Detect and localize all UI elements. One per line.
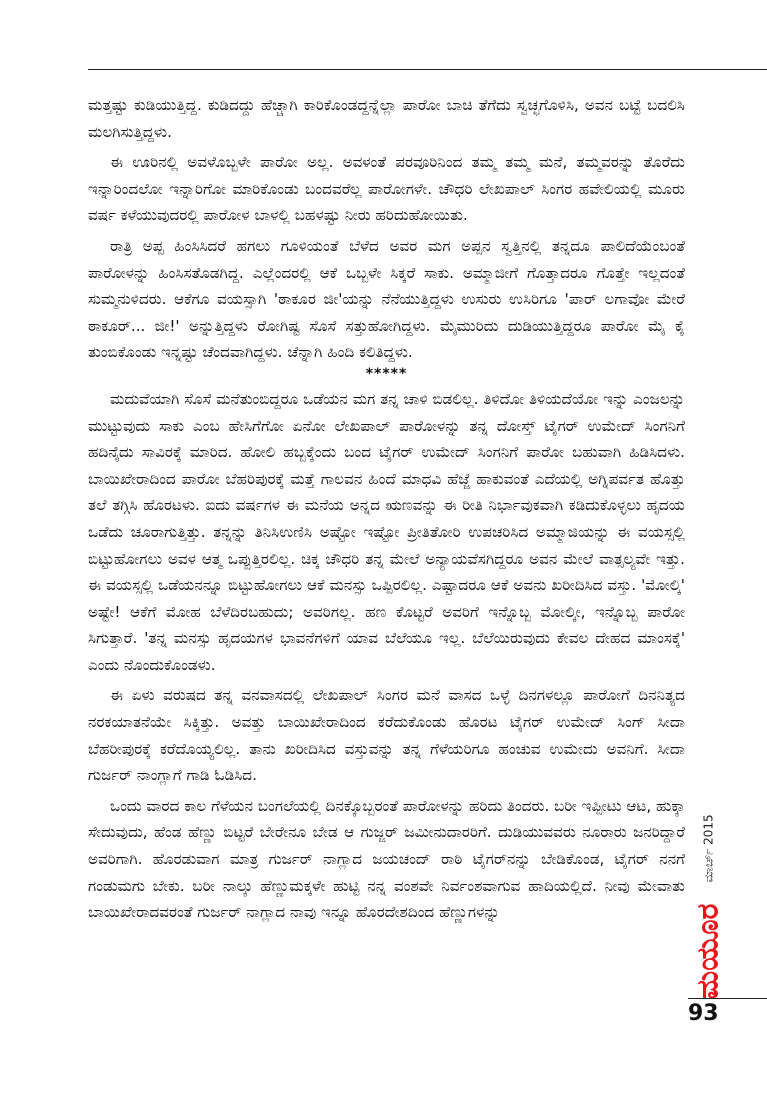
paragraph: ಈ ಏಳು ವರುಷದ ತನ್ನ ವನವಾಸದಲ್ಲಿ ಲೇಖಪಾಲ್ ಸಿಂಗರ ಮನೆ ವಾಸದ ಒಳ್ಳೆ ದಿನಗಳಲ್ಲೂ ಪಾರೋಗೆ ದಿನನಿತ್ಯದ ನರಕಯಾತನೆಯೇ ಸಿಕ್ಕಿತ್ತು. ಅವತ್ತು ಬಾಯಿಖೇರಾದಿಂದ ಕರೆದುಕೊಂಡು ಹೊರಟ ಟೈಗರ್ ಉಮೇದ್ ಸಿಂಗ್ ಸೀದಾ ಬೆಹರೀಪುರಕ್ಕೆ ಕರೆದೊಯ್ಯಲಿಲ್ಲ. ತಾನು ಖರೀದಿಸಿದ ವಸ್ತುವನ್ನು ತನ್ನ ಗೆಳೆಯರಿಗೂ ಹಂಚುವ ಉಮೇದು ಅವನಿಗೆ. ಸೀದಾ ಗುರ್ಜರ್ ನಾಂಗ್ಲಾಗೆ ಗಾಡಿ ಓಡಿಸಿದ. <box>88 686 685 785</box>
magazine-logo <box>690 900 726 1002</box>
paragraph: ಮದುವೆಯಾಗಿ ಸೊಸೆ ಮನೆತುಂಬಿದ್ದರೂ ಒಡೆಯನ ಮಗ ತನ್ನ ಚಾಳಿ ಬಿಡಲಿಲ್ಲ. ತಿಳಿದೋ ತಿಳಿಯದೆಯೋ ಇನ್ನು ಎಂಜಲನ್ನು ಮುಟ್ಟುವುದು ಸಾಕು ಎಂಬ ಹೇಸಿಗೆಗೋ ಏನೋ ಲೇಖಪಾಲ್ ಪಾರೋಳನ್ನು ತನ್ನ ದೋಸ್ತ್ ಟೈಗರ್ ಉಮೇದ್ ಸಿಂಗನಿಗೆ ಹದಿನೈದು ಸಾವಿರಕ್ಕೆ ಮಾರಿದ. ಹೋಲಿ ಹಬ್ಬಕ್ಕೆಂದು ಬಂದ ಟೈಗರ್ ಉಮೇದ್ ಸಿಂಗನಿಗೆ ಪಾರೋ ಬಹುವಾಗಿ ಹಿಡಿಸಿದಳು. ಬಾಯಿಖೇರಾದಿಂದ ಪಾರೋ ಬೆಹರಿಪುರಕ್ಕೆ ಮತ್ತೆ ಗಾಲವನ ಹಿಂದೆ ಮಾಧವಿ ಹೆಜ್ಜೆ ಹಾಕುವಂತೆ ಎದೆಯಲ್ಲಿ ಅಗ್ನಿಪರ್ವತ ಹೊತ್ತು ತಲೆ ತಗ್ಗಿಸಿ ಹೊರಟಳು. ಐದು ವರ್ಷಗಳ ಈ ಮನೆಯ ಅನ್ನದ ಋಣವನ್ನು ಈ ರೀತಿ ನಿರ್ಭಾವುಕವಾಗಿ ಕಡಿದುಕೊಳ್ಳಲು ಹೃದಯ ಒಡೆದು ಚೂರಾಗುತ್ತಿತ್ತು. ತನ್ನನ್ನು ತಿನಿಸಿಉಣಿಸಿ ಅಷ್ಟೋ ಇಷ್ಟೋ ಪ್ರೀತಿತೋರಿ ಉಪಚರಿಸಿದ ಅಮ್ಮಾಜಿಯನ್ನು ಈ ವಯಸ್ಸಲ್ಲಿ ಬಿಟ್ಟುಹೋಗಲು ಅವಳ ಆತ್ಮ ಒಪ್ಪುತ್ತಿರಲಿಲ್ಲ. ಚಿಕ್ಕ ಚೌಧರಿ ತನ್ನ ಮೇಲೆ ಅನ್ಯಾಯವೆಸಗಿದ್ದರೂ ಅವನ ಮೇಲೆ ವಾತ್ಸಲ್ಯವೇ ಇತ್ತು. ಈ ವಯಸ್ಸಲ್ಲಿ ಒಡೆಯನನ್ನೂ ಬಿಟ್ಟುಹೋಗಲು ಆಕೆ ಮನಸ್ಸು ಒಪ್ಪಿರಲಿಲ್ಲ. ಎಷ್ಟಾದರೂ ಆಕೆ ಅವನು ಖರೀದಿಸಿದ ವಸ್ತು. 'ಮೋಲ್ಕಿ' ಅಷ್ಟೇ! ಆಕೆಗೆ ಮೋಹ ಬೆಳೆದಿರಬಹುದು; ಅವರಿಗಲ್ಲ. ಹಣ ಕೊಟ್ಟರೆ ಅವರಿಗೆ ಇನ್ನೊಬ್ಬ ಮೋಲ್ಕೀ, ಇನ್ನೊಬ್ಬ ಪಾರೋ ಸಿಗುತ್ತಾರೆ. 'ತನ್ನ ಮನಸ್ಸು ಹೃದಯಗಳ ಭಾವನೆಗಳಿಗೆ ಯಾವ ಬೆಲೆಯೂ ಇಲ್ಲ. ಬೆಲೆಯಿರುವುದು ಕೇವಲ ದೇಹದ ಮಾಂಸಕ್ಕೆ' ಎಂದು ನೊಂದುಕೊಂಡಳು. <box>88 389 685 674</box>
article-body <box>88 92 685 930</box>
issue-date <box>700 798 718 898</box>
paragraph: ಮತ್ತಷ್ಟು ಕುಡಿಯುತ್ತಿದ್ದ. ಕುಡಿದದ್ದು ಹೆಚ್ಚಾಗಿ ಕಾರಿಕೊಂಡದ್ದನ್ನೆಲ್ಲಾ ಪಾರೋ ಬಾಚಿ ತೆಗೆದು ಸ್ವಚ್ಛಗೊಳಿಸಿ, ಅವನ ಬಟ್ಟೆ ಬದಲಿಸಿ ಮಲಗಿಸುತ್ತಿದ್ದಳು. <box>88 96 685 141</box>
paragraph: ಒಂದು ವಾರದ ಕಾಲ ಗೆಳೆಯನ ಬಂಗಲೆಯಲ್ಲಿ ದಿನಕ್ಕೊಬ್ಬರಂತೆ ಪಾರೋಳನ್ನು ಹರಿದು ತಿಂದರು. ಬರೀ ಇಪ್ಪೀಟು ಆಟ, ಹುಕ್ಕಾ ಸೇದುವುದು, ಹೆಂಡ ಹೆಣ್ಣು ಬಿಟ್ಟರೆ ಬೇರೇನೂ ಬೇಡ ಆ ಗುಜ್ಜರ್ ಜಮೀನುದಾರರಿಗೆ. ದುಡಿಯುವವರು ನೂರಾರು ಜನರಿದ್ದಾರೆ ಅವರಿಗಾಗಿ. ಹೊರಡುವಾಗ ಮಾತ್ರ ಗುರ್ಜರ್ ನಾಗ್ಲಾದ ಜಯಚಂದ್ ರಾಠಿ ಟೈಗರ್‌ನನ್ನು ಬೇಡಿಕೊಂಡ, ಟೈಗರ್ ನನಗೆ ಗಂಡುಮಗು ಬೇಕು. ಬರೀ ನಾಲ್ಕು ಹೆಣ್ಣುಮಕ್ಕಳೇ ಹುಟ್ಟಿ ನನ್ನ ವಂಶವೇ ನಿರ್ವಂಶವಾಗುವ ಹಾದಿಯಲ್ಲಿದೆ. ನೀವು ಮೇವಾತು ಬಾಯಿಖೇರಾದವರಂತೆ ಗುರ್ಜರ್ ನಾಗ್ಲಾದ ನಾವು ಇನ್ನೂ ಹೊರದೇಶದಿಂದ ಹೆಣ್ಣುಗಳನ್ನು <box>88 796 685 922</box>
issue-date-text: ಮಾರ್ಚ್ 2015 <box>701 813 716 883</box>
paragraph: ಈ ಊರಿನಲ್ಲಿ ಅವಳೊಬ್ಬಳೇ ಪಾರೋ ಅಲ್ಲ. ಅವಳಂತೆ ಪರವೂರಿನಿಂದ ತಮ್ಮ ತಮ್ಮ ಮನೆ, ತಮ್ಮವರನ್ನು ತೊರೆದು ಇನ್ನಾರಿಂದಲೋ ಇನ್ನಾರಿಗೋ ಮಾರಿಕೊಂಡು ಬಂದವರೆಲ್ಲ ಪಾರೋಗಳೇ. ಚೌಧರಿ ಲೇಖಪಾಲ್ ಸಿಂಗರ ಹವೇಲಿಯಲ್ಲಿ ಮೂರು ವರ್ಷ ಕಳೆಯುವುದರಲ್ಲಿ ಪಾರೋಳ ಬಾಳಲ್ಲಿ ಬಹಳಷ್ಟು ನೀರು ಹರಿದುಹೋಯಿತು. <box>88 153 685 225</box>
paragraph: ರಾತ್ರಿ ಅಪ್ಪ ಹಿಂಸಿಸಿದರೆ ಹಗಲು ಗೂಳಿಯಂತೆ ಬೆಳೆದ ಅವರ ಮಗ ಅಪ್ಪನ ಸ್ವತ್ತಿನಲ್ಲಿ ತನ್ನದೂ ಪಾಲಿದೆಯೆಂಬಂತೆ ಪಾರೋಳನ್ನು ಹಿಂಸಿಸತೊಡಗಿದ್ದ. ಎಲ್ಲೆಂದರಲ್ಲಿ ಆಕೆ ಒಬ್ಬಳೇ ಸಿಕ್ಕರೆ ಸಾಕು. ಅಮ್ಮಾಜೀಗೆ ಗೊತ್ತಾದರೂ ಗೊತ್ತೇ ಇಲ್ಲದಂತೆ ಸುಮ್ಮನುಳಿದರು. ಆಕೆಗೂ ವಯಸ್ಸಾಗಿ 'ಠಾಕೂರ ಜೀ'ಯನ್ನು ನೆನೆಯುತ್ತಿದ್ದಳು ಉಸುರು ಉಸಿರಿಗೂ 'ಪಾರ್ ಲಗಾವೋ ಮೇರೆ ಠಾಕೂರ್... ಜೀ!' ಅನ್ನುತ್ತಿದ್ದಳು ರೋಗಿಷ್ಟ ಸೊಸೆ ಸತ್ತುಹೋಗಿದ್ದಳು. ಮೈಮುರಿದು ದುಡಿಯುತ್ತಿದ್ದರೂ ಪಾರೋ ಮೈ ಕೈ ತುಂಬಿಕೊಂಡು ಇನ್ನಷ್ಟು ಚೆಂದವಾಗಿದ್ದಳು. ಚೆನ್ನಾಗಿ ಹಿಂದಿ ಕಲಿತಿದ್ದಳು. <box>88 236 685 362</box>
footer-rule <box>688 998 767 999</box>
magazine-name: ಮಯೂರ <box>690 903 726 999</box>
section-separator: ***** <box>365 365 408 382</box>
header-rule <box>88 69 767 70</box>
page-number: 93 <box>688 1001 719 1026</box>
